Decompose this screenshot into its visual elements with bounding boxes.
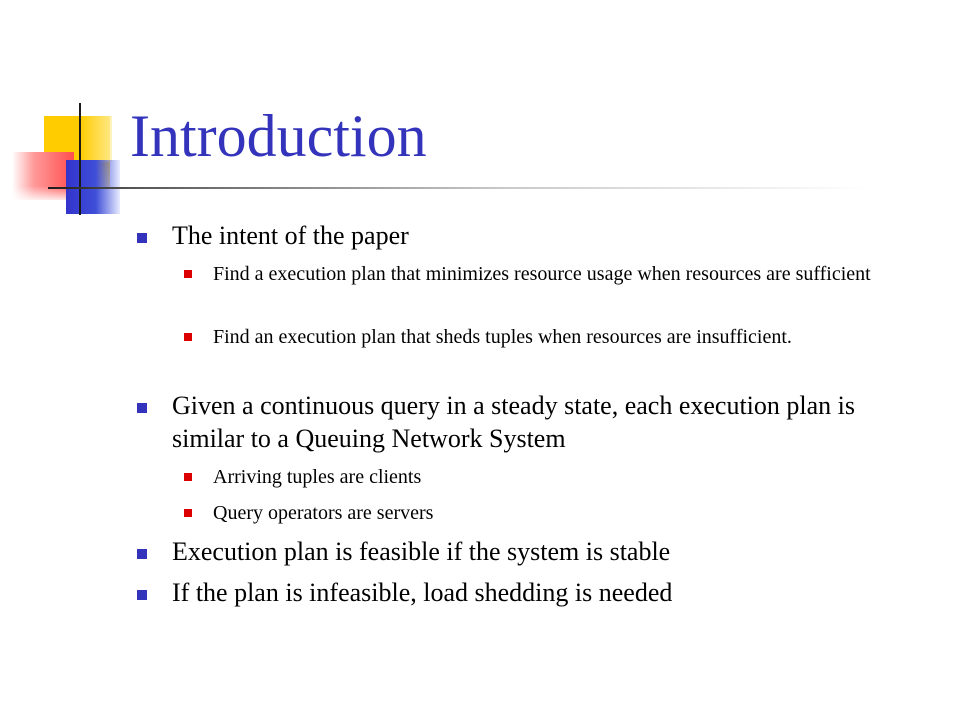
sub-bullet-marker xyxy=(184,270,192,278)
bullet-marker xyxy=(137,233,147,243)
sub-bullet-item: Arriving tuples are clients xyxy=(213,466,422,488)
slide-title: Introduction xyxy=(130,103,427,169)
bullet-marker xyxy=(137,590,147,600)
sub-bullet-marker xyxy=(184,509,192,517)
bullet-item: Given a continuous query in a steady state, each execution plan is similar to a Queuing Network System xyxy=(172,391,856,453)
sub-bullet-marker xyxy=(184,473,192,481)
bullet-item: The intent of the paper xyxy=(172,221,409,250)
bullet-item: If the plan is infeasible, load shedding is needed xyxy=(172,578,673,607)
sub-bullet-item: Query operators are servers xyxy=(213,502,434,524)
bullet-marker xyxy=(137,403,147,413)
sub-bullet-marker xyxy=(184,333,192,341)
sub-bullet-item: Find a execution plan that minimizes resource usage when resources are sufficient xyxy=(213,263,871,285)
sub-bullet-item: Find an execution plan that sheds tuples when resources are insufficient. xyxy=(213,326,792,348)
bullet-item: Execution plan is feasible if the system is stable xyxy=(172,537,671,566)
bullet-marker xyxy=(137,549,147,559)
